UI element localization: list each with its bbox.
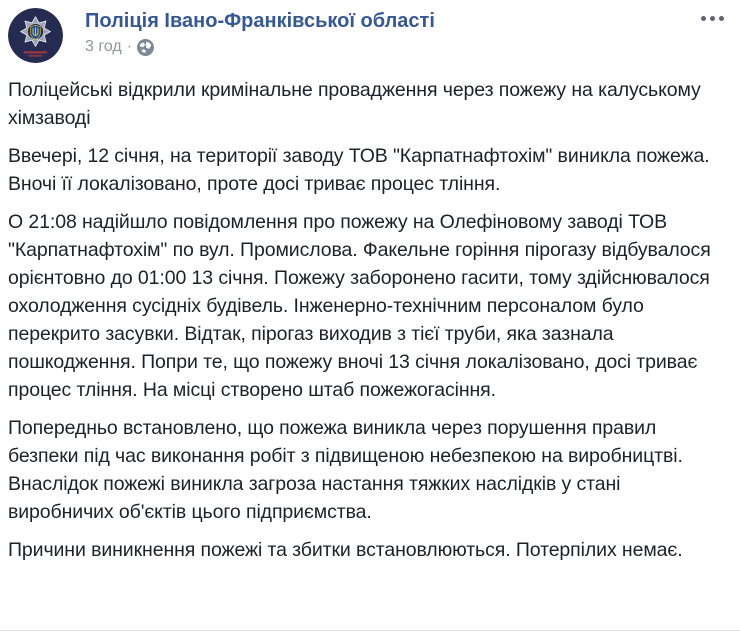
post-paragraph: Поліцейські відкрили кримінальне провадження через пожежу на калуському хімзаводі	[8, 79, 701, 129]
post-meta	[85, 38, 740, 56]
page-name-link[interactable]: Поліція Івано-Франківської області	[85, 10, 435, 32]
page-avatar[interactable]	[8, 8, 63, 63]
post-menu-button[interactable]	[699, 10, 726, 27]
post-body	[0, 74, 740, 564]
post-paragraph: Попередньо встановлено, що пожежа виникла через порушення правил безпеки під час виконання робіт з підвищеною небезпекою на виробництві. Внаслідок пожежі виникла загроза настання тяжких наслідків у стані виробничих об'єктів цього підприємства.	[8, 417, 683, 523]
globe-icon	[137, 39, 154, 56]
post-paragraph: О 21:08 надійшло повідомлення про пожежу на Олефіновому заводі ТОВ "Карпатнафтохім" по вул. Промислова. Факельне горіння пірогазу відбувалося орієнтовно до 01:00 13 січня. Пожежу заборонено гасити, тому здійснювалося охолодження сусідніх будівель. Інженерно-технічним персоналом було перекрито засувки. Відтак, пірогаз виходив з тієї труби, яка зазнала пошкодження. Попри те, що пожежу вночі 13 січня локалізовано, досі триває процес тління. На місці створено штаб пожежогасіння.	[8, 211, 711, 401]
post-header-text	[85, 0, 740, 56]
ellipsis-icon	[710, 16, 715, 21]
meta-separator: ·	[126, 38, 133, 55]
ellipsis-icon	[719, 16, 724, 21]
police-badge-icon	[8, 8, 63, 63]
post-header	[0, 0, 740, 74]
timestamp-link[interactable]: 3 год	[85, 38, 122, 55]
post-paragraph: Ввечері, 12 січня, на території заводу ТОВ "Карпатнафтохім" виникла пожежа. Вночі її локалізовано, проте досі триває процес тління.	[8, 145, 710, 195]
post-paragraph: Причини виникнення пожежі та збитки встановлюються. Потерпілих немає.	[8, 539, 683, 561]
ellipsis-icon	[701, 16, 706, 21]
